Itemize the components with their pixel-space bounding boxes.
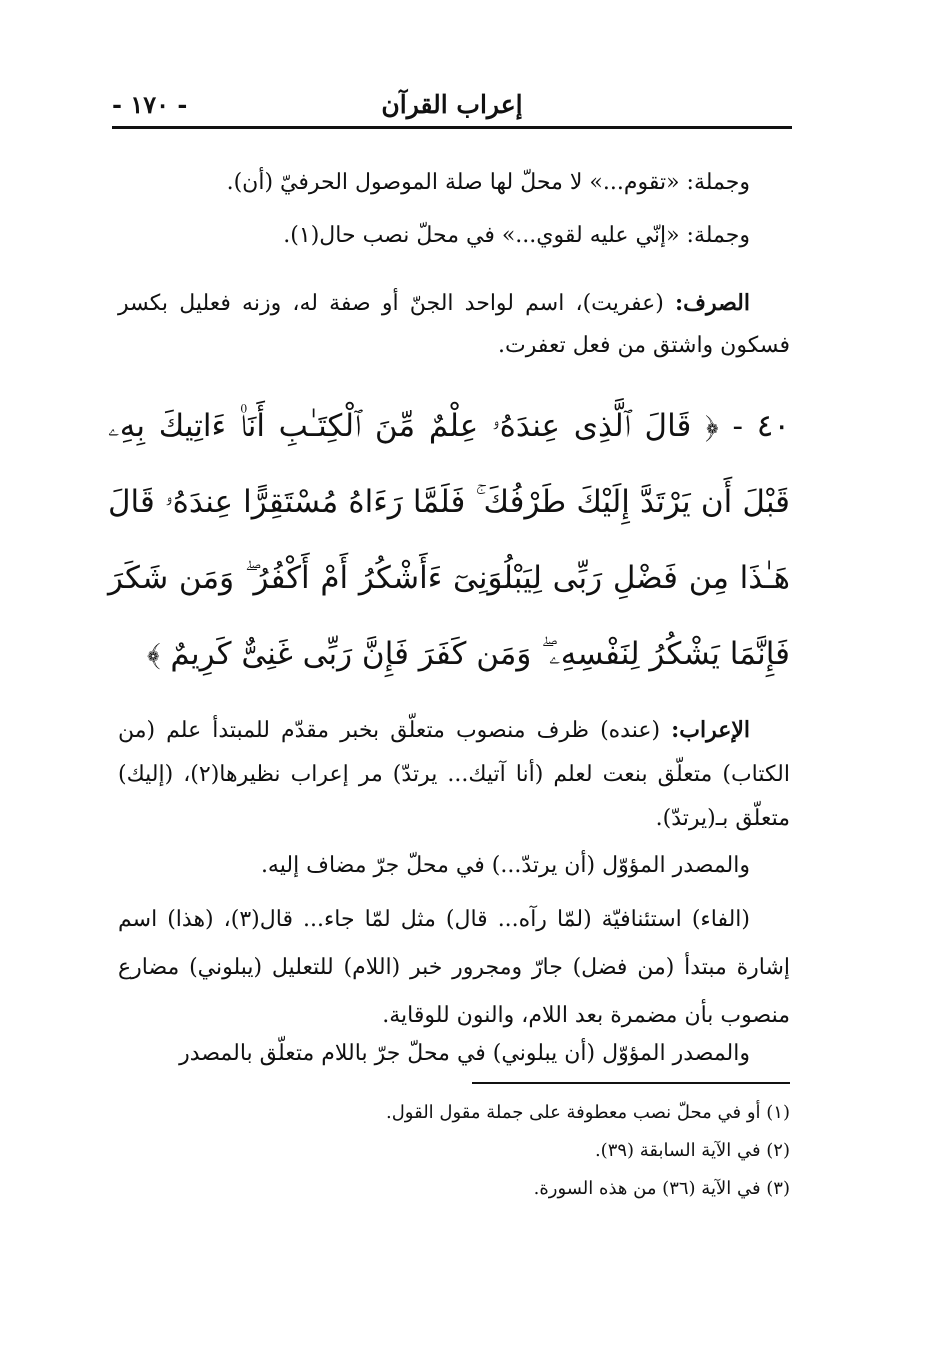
paragraph-jumla-taqum (118, 165, 790, 201)
paragraph-text: وجملة: «تقوم...» لا محلّ لها صلة الموصول الحرفيّ (أن). (226, 170, 750, 195)
paragraph-fa (118, 896, 790, 1040)
paragraph-text: وجملة: «إنّي عليه لقوي...» في محلّ نصب حال(١). (283, 223, 750, 248)
paragraph-text: (الفاء) استئنافيّة (لمّا رآه... قال) مثل لمّا جاء... قال(٣)، (هذا) اسم إشارة مبتدأ (من فضل) جارّ ومجرور خبر (اللام) للتعليل (يبلوني) مضارع منصوب بأن مضمرة بعد اللام، والنون للوقاية. (118, 907, 790, 1028)
section-label-sarf: الصرف: (675, 290, 750, 316)
footnote-3: (٣) في الآية (٣٦) من هذه السورة. (533, 1178, 790, 1199)
footnote-2: (٢) في الآية السابقة (٣٩). (594, 1140, 790, 1161)
paragraph-sarf (118, 282, 790, 367)
page-number: - ١٧٠ - (112, 90, 188, 119)
header-rule (112, 126, 792, 129)
paragraph-masdar-1 (118, 848, 790, 884)
book-title: إعراب القرآن (381, 90, 523, 119)
paragraph-irab (118, 708, 790, 841)
page-header (112, 84, 792, 130)
footnote-rule (472, 1082, 790, 1084)
paragraph-text: والمصدر المؤوّل (أن يرتدّ...) في محلّ جرّ مضاف إليه. (260, 853, 750, 878)
section-label-irab: الإعراب: (671, 717, 750, 743)
footnote-1: (١) أو في محلّ نصب معطوفة على جملة مقول القول. (385, 1102, 790, 1123)
quran-verse: ٤٠ - ﴿ قَالَ ٱلَّذِى عِندَهُۥ عِلْمٌ مِّنَ ٱلْكِتَـٰبِ أَنَا۠ ءَاتِيكَ بِهِۦ قَبْلَ أَن يَرْتَدَّ إِلَيْكَ طَرْفُكَ ۚ فَلَمَّا رَءَاهُ مُسْتَقِرًّا عِندَهُۥ قَالَ هَـٰذَا مِن فَضْلِ رَبِّى لِيَبْلُوَنِىٓ ءَأَشْكُرُ أَمْ أَكْفُرُ ۖ وَمَن شَكَرَ فَإِنَّمَا يَشْكُرُ لِنَفْسِهِۦ ۖ وَمَن كَفَرَ فَإِنَّ رَبِّى غَنِىٌّ كَرِيمٌ ﴾ (108, 408, 790, 672)
paragraph-jumla-inni (118, 218, 790, 254)
paragraph-text: (عفريت)، اسم لواحد الجنّ أو صفة له، وزنه فعليل بكسر فسكون واشتق من فعل تعفرت. (118, 291, 790, 358)
paragraph-text: والمصدر المؤوّل (أن يبلوني) في محلّ جرّ باللام متعلّق بالمصدر (179, 1041, 750, 1066)
paragraph-text: (عنده) ظرف منصوب متعلّق بخبر مقدّم للمبتدأ علم (من الكتاب) متعلّق بنعت لعلم (أنا آتيك... يرتدّ) مر إعراب نظيرها(٢)، (إليك) متعلّق بـ(يرتدّ). (118, 718, 790, 831)
paragraph-masdar-2 (118, 1036, 790, 1072)
footnotes (300, 1094, 790, 1208)
